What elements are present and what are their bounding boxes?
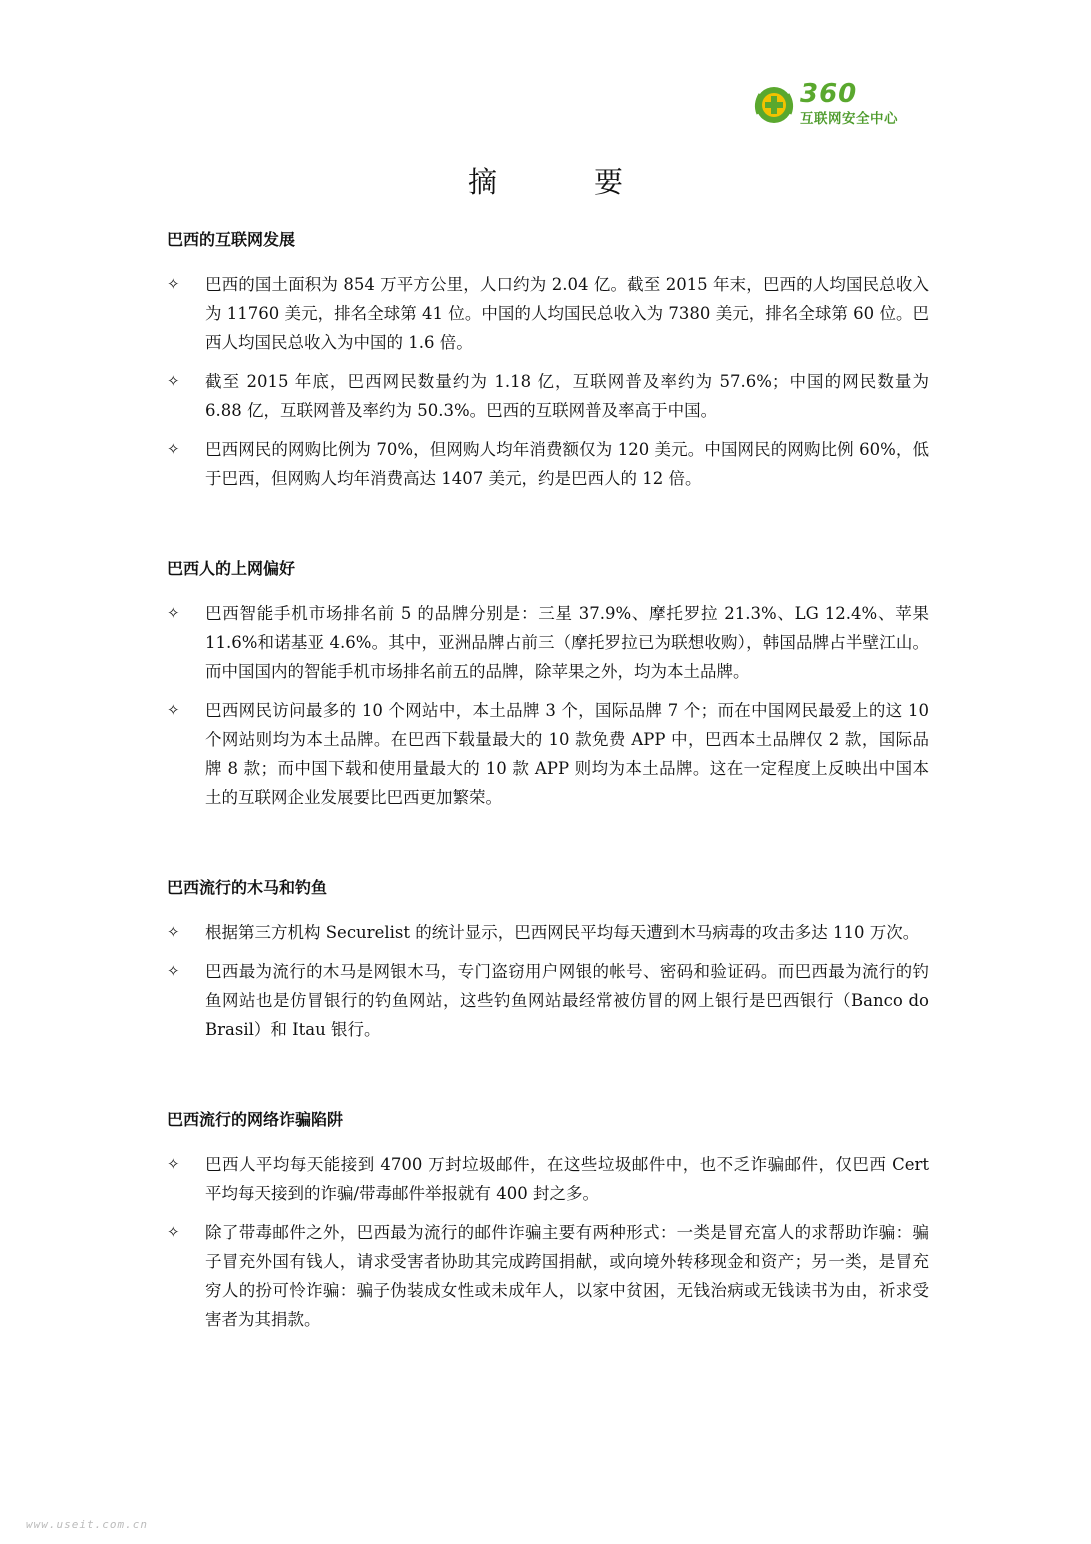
section-online-preferences — [167, 557, 929, 812]
logo-number: 360 — [800, 79, 858, 109]
section-fraud-traps — [167, 1108, 929, 1334]
bullet-diamond-icon: ✧ — [167, 701, 180, 719]
watermark: www.useit.com.cn — [26, 1518, 148, 1531]
bullet-item: ✧ 巴西网民的网购比例为 70%，但网购人均年消费额仅为 120 美元。中国网民的网购比例 60%，低于巴西，但网购人均年消费高达 1407 美元，约是巴西人的 12 倍。 — [167, 435, 929, 493]
bullet-item: ✧ 截至 2015 年底，巴西网民数量约为 1.18 亿，互联网普及率约为 57.6%；中国的网民数量为 6.88 亿，互联网普及率约为 50.3%。巴西的互联网普及率高于中国。 — [167, 367, 929, 425]
bullet-diamond-icon: ✧ — [167, 440, 180, 458]
bullet-item: ✧ 巴西网民访问最多的 10 个网站中，本土品牌 3 个，国际品牌 7 个；而在中国网民最爱上的这 10 个网站则均为本土品牌。在巴西下载量最大的 10 款免费 APP 中，巴西本土品牌仅 2 款，国际品牌 8 款；而中国下载和使用量最大的 10 款 APP 则均为本土品牌。这在一定程度上反映出中国本土的互联网企业发展要比巴西更加繁荣。 — [167, 696, 929, 812]
logo-360 — [752, 80, 932, 130]
bullet-item: ✧ 巴西智能手机市场排名前 5 的品牌分别是：三星 37.9%、摩托罗拉 21.3%、LG 12.4%、苹果 11.6%和诺基亚 4.6%。其中，亚洲品牌占前三（摩托罗拉已为联想收购），韩国品牌占半壁江山。而中国国内的智能手机市场排名前五的品牌，除苹果之外，均为本土品牌。 — [167, 599, 929, 686]
shield-plus-icon — [752, 84, 796, 126]
bullet-diamond-icon: ✧ — [167, 962, 180, 980]
bullet-item: ✧ 根据第三方机构 Securelist 的统计显示，巴西网民平均每天遭到木马病毒的攻击多达 110 万次。 — [167, 918, 929, 947]
bullet-item: ✧ 巴西人平均每天能接到 4700 万封垃圾邮件，在这些垃圾邮件中，也不乏诈骗邮件，仅巴西 Cert 平均每天接到的诈骗/带毒邮件举报就有 400 封之多。 — [167, 1150, 929, 1208]
bullet-diamond-icon: ✧ — [167, 923, 180, 941]
page-title: 摘 要 — [467, 165, 657, 199]
section-heading: 巴西的互联网发展 — [167, 230, 296, 249]
section-internet-development — [167, 228, 929, 493]
section-trojans-phishing — [167, 876, 929, 1044]
bullet-item: ✧ 巴西的国土面积为 854 万平方公里，人口约为 2.04 亿。截至 2015 年末，巴西的人均国民总收入为 11760 美元，排名全球第 41 位。中国的人均国民总收入为 7380 美元，排名全球第 60 位。巴西人均国民总收入为中国的 1.6 倍。 — [167, 270, 929, 357]
bullet-diamond-icon: ✧ — [167, 604, 180, 622]
bullet-diamond-icon: ✧ — [167, 275, 180, 293]
section-heading: 巴西流行的网络诈骗陷阱 — [167, 1110, 344, 1129]
bullet-item: ✧ 除了带毒邮件之外，巴西最为流行的邮件诈骗主要有两种形式：一类是冒充富人的求帮助诈骗：骗子冒充外国有钱人，请求受害者协助其完成跨国捐献，或向境外转移现金和资产；另一类，是冒充穷人的扮可怜诈骗：骗子伪装成女性或未成年人，以家中贫困，无钱治病或无钱读书为由，祈求受害者为其捐款。 — [167, 1218, 929, 1334]
section-heading: 巴西流行的木马和钓鱼 — [167, 878, 328, 897]
summary-content — [167, 228, 929, 1344]
logo-text: 互联网安全中心 — [800, 111, 898, 127]
bullet-diamond-icon: ✧ — [167, 1223, 180, 1241]
bullet-diamond-icon: ✧ — [167, 1155, 180, 1173]
bullet-item: ✧ 巴西最为流行的木马是网银木马，专门盗窃用户网银的帐号、密码和验证码。而巴西最为流行的钓鱼网站也是仿冒银行的钓鱼网站，这些钓鱼网站最经常被仿冒的网上银行是巴西银行（Banco do Brasil）和 Itau 银行。 — [167, 957, 929, 1044]
bullet-diamond-icon: ✧ — [167, 372, 180, 390]
section-heading: 巴西人的上网偏好 — [167, 559, 296, 578]
